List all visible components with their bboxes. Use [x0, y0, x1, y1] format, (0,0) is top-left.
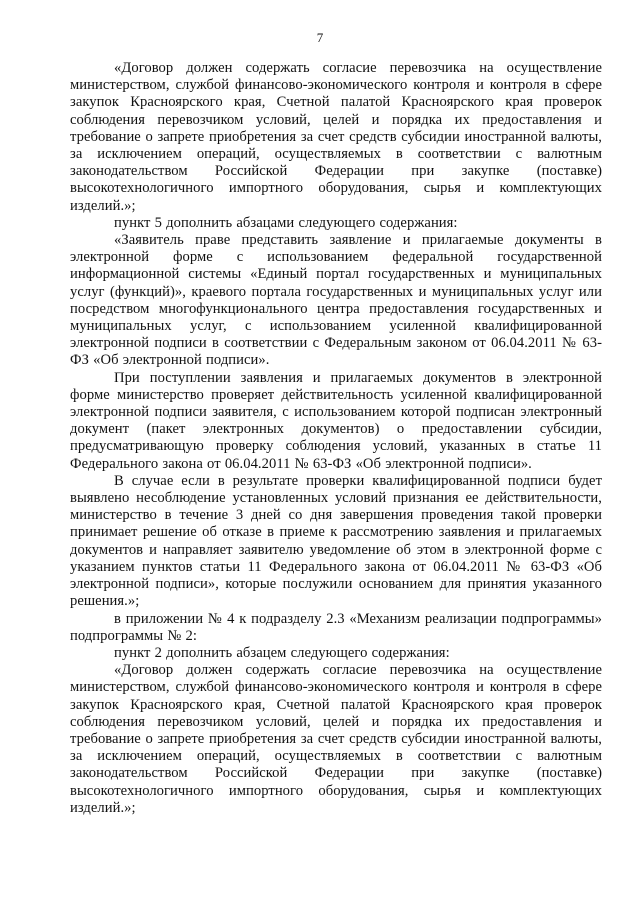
page-number: 7: [316, 30, 324, 45]
paragraph-electronic-application: «Заявитель праве представить заявление и прилагаемые документы в электронной форме с использованием федеральной государственной информационной системы «Единый портал государственных и муниципальных услуг (функций)», краевого портала государственных и муниципальных услуг или посредством многофункционального центра предоставления государственных и муниципальных услуг, с использованием усиленной квалифицированной электронной подписи в соответствии с Федеральным законом от 06.04.2011 № 63-ФЗ «Об электронной подписи».: [70, 232, 602, 369]
paragraph-contract-clause-2: «Договор должен содержать согласие перевозчика на осуществление министерством, службой финансово-экономического контроля и контроля в сфере закупок Красноярского края, Счетной палатой Красноярского края проверок соблюдения перевозчиком условий, целей и порядка их предоставления и требование о запрете приобретения за счет средств субсидии иностранной валюты, за исключением операций, осуществляемых в соответствии с валютным законодательством Российской Федерации при закупке (поставке) высокотехнологичного импортного оборудования, сырья и комплектующих изделий.»;: [70, 662, 602, 816]
paragraph-signature-check: При поступлении заявления и прилагаемых документов в электронной форме министерство проверяет действительность усиленной квалифицированной электронной подписи заявителя, с использованием которой подписан электронный документ (пакет электронных документов) о предоставлении субсидии, предусматривающую проверку соблюдения условий, указанных в статье 11 Федерального закона от 06.04.2011 № 63-ФЗ «Об электронной подписи».: [70, 369, 602, 472]
paragraph-item-5-intro: пункт 5 дополнить абзацами следующего содержания:: [114, 214, 458, 231]
paragraph-item-2-intro: пункт 2 дополнить абзацем следующего содержания:: [114, 644, 450, 661]
paragraph-refusal-decision: В случае если в результате проверки квалифицированной подписи будет выявлено несоблюдение установленных условий признания ее действительности, министерство в течение 3 дней со дня завершения проведения такой проверки принимает решение об отказе в приеме к рассмотрению заявления и прилагаемых документов и направляет заявителю уведомление об этом в электронной форме с указанием пунктов статьи 11 Федерального закона от 06.04.2011 № 63-ФЗ «Об электронной подписи», которые послужили основанием для принятия указанного решения.»;: [70, 472, 602, 610]
paragraph-contract-clause-1: «Договор должен содержать согласие перевозчика на осуществление министерством, службой финансово-экономического контроля и контроля в сфере закупок Красноярского края, Счетной палатой Красноярского края проверок соблюдения перевозчиком условий, целей и порядка их предоставления и требование о запрете приобретения за счет средств субсидии иностранной валюты, за исключением операций, осуществляемых в соответствии с валютным законодательством Российской Федерации при закупке (поставке) высокотехнологичного импортного оборудования, сырья и комплектующих изделий.»;: [70, 60, 602, 214]
paragraph-appendix-4: в приложении № 4 к подразделу 2.3 «Механизм реализации подпрограммы» подпрограммы № 2:: [70, 610, 602, 644]
